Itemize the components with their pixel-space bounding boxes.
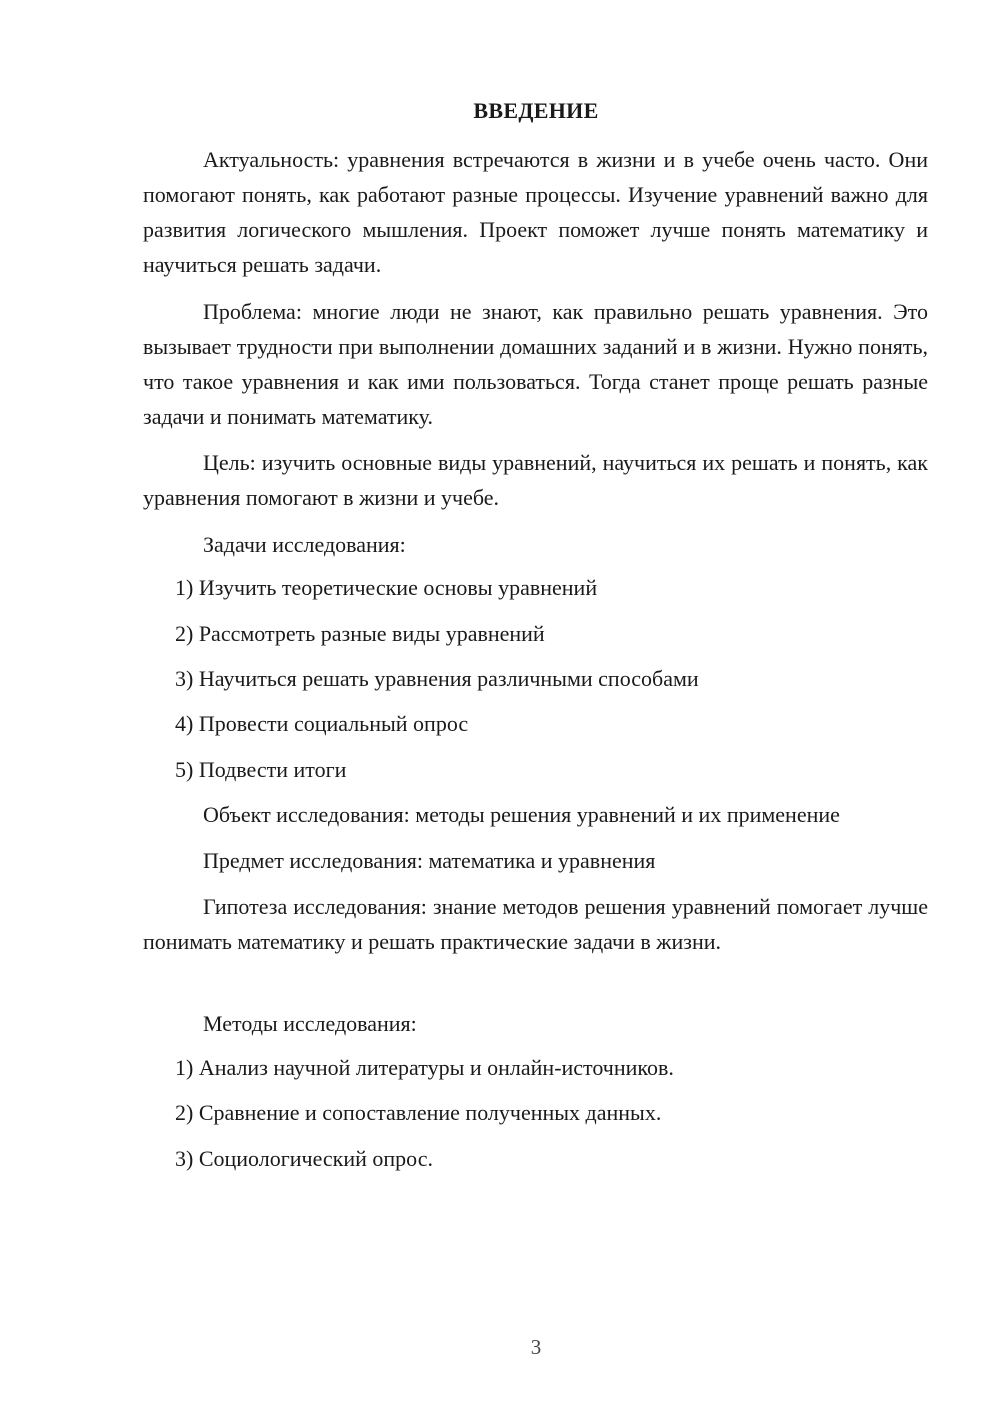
methods-list-item-3-block — [143, 1141, 928, 1176]
object-paragraph-block — [143, 797, 928, 832]
tasks-heading-block — [143, 527, 928, 562]
tasks-list-item-2-block — [143, 616, 928, 651]
goal-paragraph-block — [143, 445, 928, 515]
tasks-list-item: 5) Подвести итоги — [175, 757, 347, 782]
tasks-list-item: 3) Научиться решать уравнения различными способами — [175, 666, 699, 691]
hypothesis-paragraph: Гипотеза исследования: знание методов решения уравнений помогает лучше понимать математику и решать практические задачи в жизни. — [143, 894, 928, 954]
tasks-list-item: 4) Провести социальный опрос — [175, 711, 469, 736]
goal-paragraph: Цель: изучить основные виды уравнений, научиться их решать и понять, как уравнения помогают в жизни и учебе. — [143, 450, 928, 510]
subject-paragraph-block — [143, 843, 928, 878]
tasks-list-item: 2) Рассмотреть разные виды уравнений — [175, 621, 545, 646]
relevance-paragraph-block — [143, 142, 928, 282]
methods-list-item-1-block — [143, 1050, 928, 1085]
methods-list-item: 1) Анализ научной литературы и онлайн-источников. — [175, 1055, 674, 1080]
methods-list-item: 3) Социологический опрос. — [175, 1146, 433, 1171]
methods-heading-block — [143, 1006, 928, 1041]
hypothesis-paragraph-block — [143, 889, 928, 959]
relevance-paragraph: Актуальность: уравнения встречаются в жизни и в учебе очень часто. Они помогают понять, как работают разные процессы. Изучение уравнений важно для развития логического мышления. Проект поможет лучше понять математику и научиться решать задачи. — [143, 147, 928, 277]
tasks-list-item-4-block — [143, 706, 928, 741]
tasks-heading: Задачи исследования: — [203, 532, 406, 557]
problem-paragraph-block — [143, 294, 928, 434]
tasks-list-item-5-block — [143, 752, 928, 787]
object-paragraph: Объект исследования: методы решения уравнений и их применение — [203, 802, 840, 827]
problem-paragraph: Проблема: многие люди не знают, как правильно решать уравнения. Это вызывает трудности при выполнении домашних заданий и в жизни. Нужно понять, что такое уравнения и как ими пользоваться. Тогда станет проще решать разные задачи и понимать математику. — [143, 299, 928, 429]
page-number: 3 — [530, 1335, 542, 1359]
subject-paragraph: Предмет исследования: математика и уравнения — [203, 848, 656, 873]
section-title: ВВЕДЕНИЕ — [473, 98, 599, 123]
tasks-list-item-1-block — [143, 570, 928, 605]
tasks-list-item: 1) Изучить теоретические основы уравнений — [175, 575, 598, 600]
methods-list-item: 2) Сравнение и сопоставление полученных данных. — [175, 1100, 662, 1125]
methods-list-item-2-block — [143, 1095, 928, 1130]
tasks-list-item-3-block — [143, 661, 928, 696]
methods-heading: Методы исследования: — [203, 1011, 417, 1036]
